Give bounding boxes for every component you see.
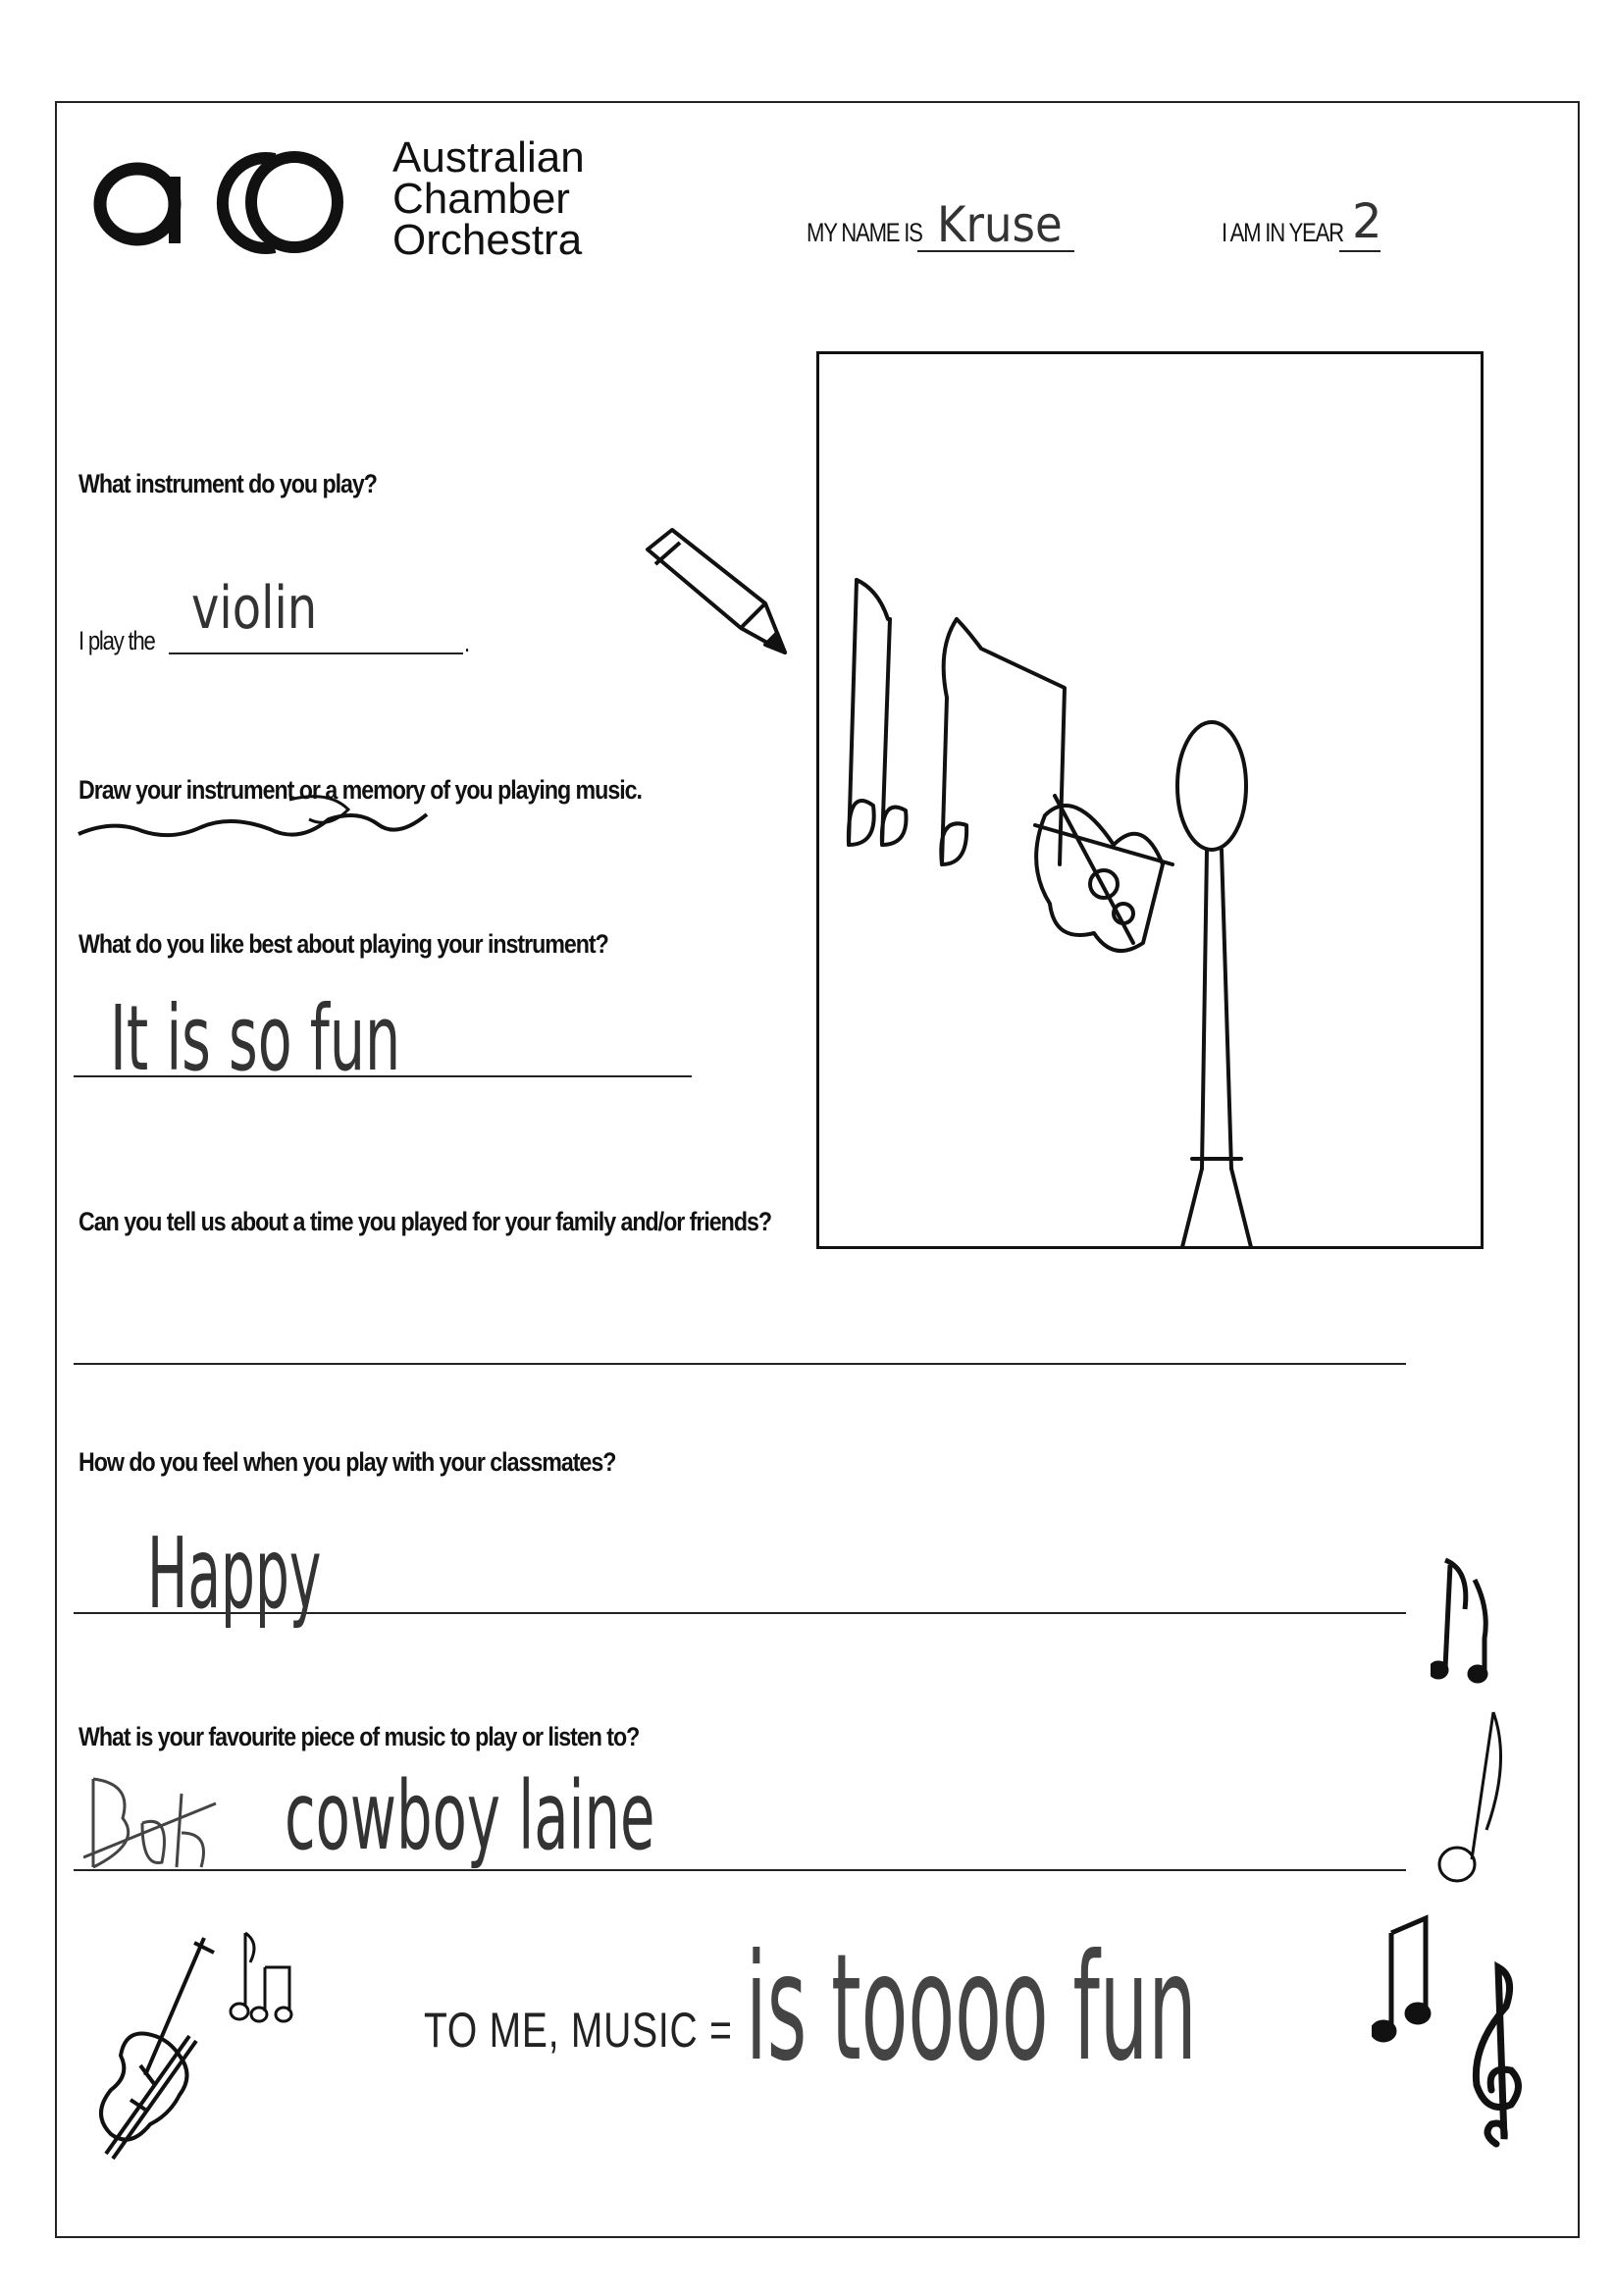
child-drawing xyxy=(819,354,1481,1246)
org-name: Australian Chamber Orchestra xyxy=(392,133,585,264)
instrument-prefix: I play the xyxy=(78,626,155,655)
aco-logo-icon xyxy=(88,137,353,265)
eighth-notes-icon xyxy=(1372,1913,1450,2061)
played-family-line xyxy=(74,1363,1406,1365)
to-me-music-label: TO ME, MUSIC = xyxy=(424,2003,733,2058)
question-draw: Draw your instrument or a memory of you playing music. xyxy=(78,775,642,805)
favourite-music-line xyxy=(74,1869,1406,1871)
treble-clef-icon xyxy=(1467,1948,1536,2164)
question-favourite-music: What is your favourite piece of music to play or listen to? xyxy=(78,1722,640,1751)
scribble-mark xyxy=(74,790,446,849)
year-line xyxy=(1339,250,1381,252)
single-note-icon xyxy=(1433,1702,1521,1889)
classmates-answer: Happy xyxy=(147,1516,322,1631)
eighth-notes-icon xyxy=(1431,1550,1509,1688)
question-like-best: What do you like best about playing your instrument? xyxy=(78,929,608,959)
drawing-box xyxy=(816,351,1484,1249)
favourite-music-answer: cowboy laine xyxy=(285,1761,655,1871)
question-instrument: What instrument do you play? xyxy=(78,469,377,498)
instrument-line xyxy=(169,652,463,654)
name-value: Kruse xyxy=(937,196,1063,253)
year-label: I AM IN YEAR xyxy=(1222,218,1343,247)
eighth-notes-icon xyxy=(226,1923,304,2031)
question-played-family: Can you tell us about a time you played for your family and/or friends? xyxy=(78,1207,772,1236)
name-label: MY NAME IS xyxy=(807,218,922,247)
pencil-icon xyxy=(638,525,795,662)
instrument-answer: violin xyxy=(191,574,318,643)
like-best-answer: It is so fun xyxy=(110,986,401,1091)
crossed-out-word xyxy=(83,1774,221,1882)
year-value: 2 xyxy=(1352,194,1382,249)
question-classmates: How do you feel when you play with your classmates? xyxy=(78,1447,616,1477)
to-me-music-answer: is toooo fun xyxy=(746,1923,1197,2094)
